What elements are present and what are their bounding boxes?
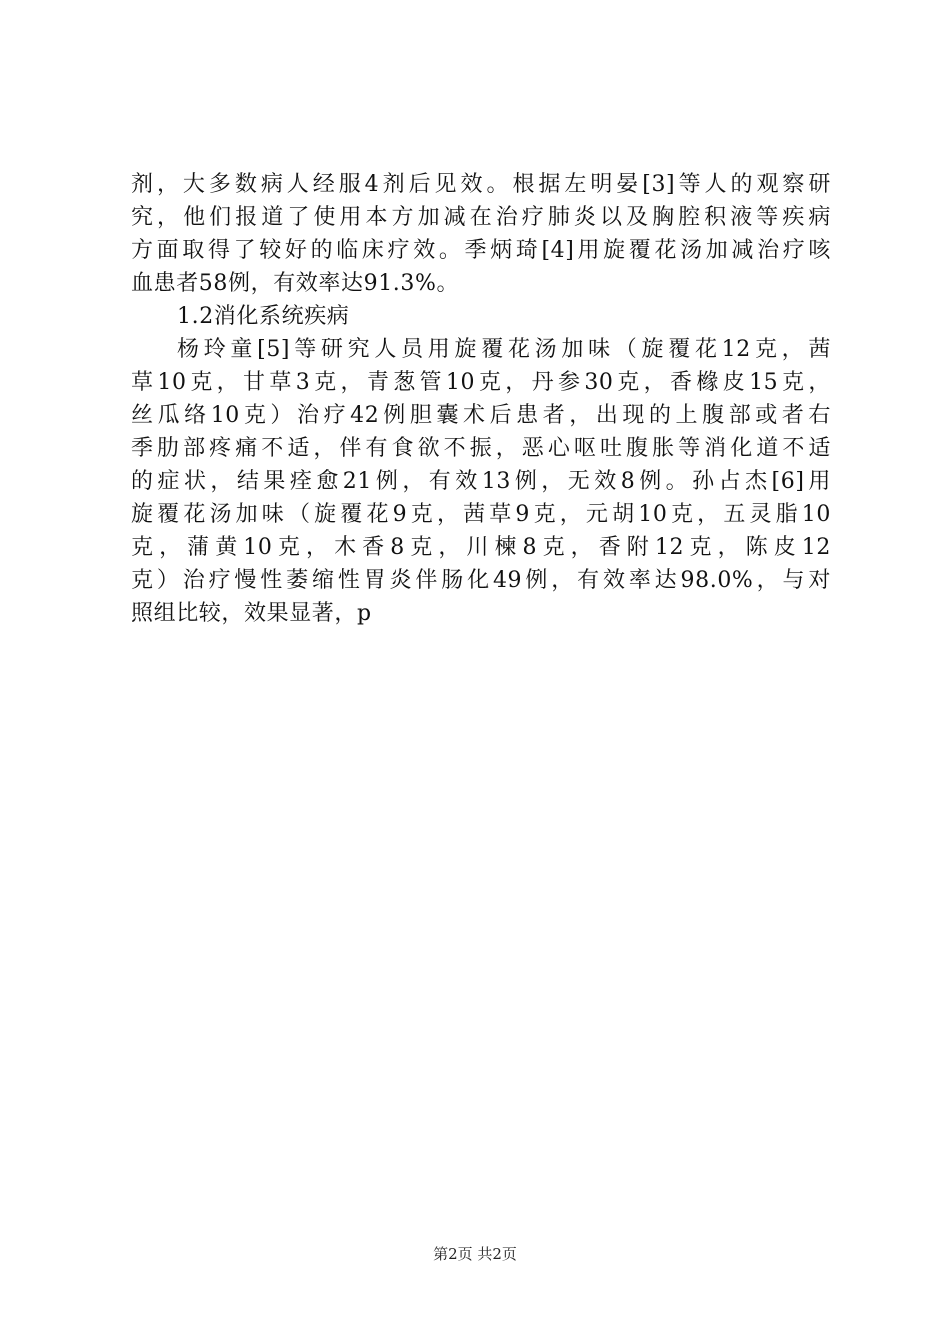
text-line: 的症状，结果痊愈21例，有效13例，无效8例。孙占杰[6]用 [131,469,831,494]
body-text [131,168,831,630]
text-line: 杨玲童[5]等研究人员用旋覆花汤加味（旋覆花12克，茜 [177,337,831,362]
text-line: 季肋部疼痛不适，伴有食欲不振，恶心呕吐腹胀等消化道不适 [131,436,831,461]
text-line: 究，他们报道了使用本方加减在治疗肺炎以及胸腔积液等疾病 [131,205,831,230]
text-line: 旋覆花汤加味（旋覆花9克，茜草9克，元胡10克，五灵脂10 [131,502,831,527]
page-number-footer: 第2页 共2页 [433,1245,517,1263]
text-line: 方面取得了较好的临床疗效。季炳琦[4]用旋覆花汤加减治疗咳 [131,238,831,263]
section-heading: 1.2消化系统疾病 [177,304,350,329]
text-line: 剂，大多数病人经服4剂后见效。根据左明晏[3]等人的观察研 [131,172,831,197]
text-line: 丝瓜络10克）治疗42例胆囊术后患者，出现的上腹部或者右 [131,403,831,428]
text-line: 克，蒲黄10克，木香8克，川楝8克，香附12克，陈皮12 [131,535,831,560]
text-line: 草10克，甘草3克，青葱管10克，丹参30克，香橼皮15克， [131,370,831,395]
text-line: 克）治疗慢性萎缩性胃炎伴肠化49例，有效率达98.0%，与对 [131,568,831,593]
text-line: 血患者58例，有效率达91.3%。 [131,271,460,296]
text-line: 照组比较，效果显著，p [131,601,372,626]
